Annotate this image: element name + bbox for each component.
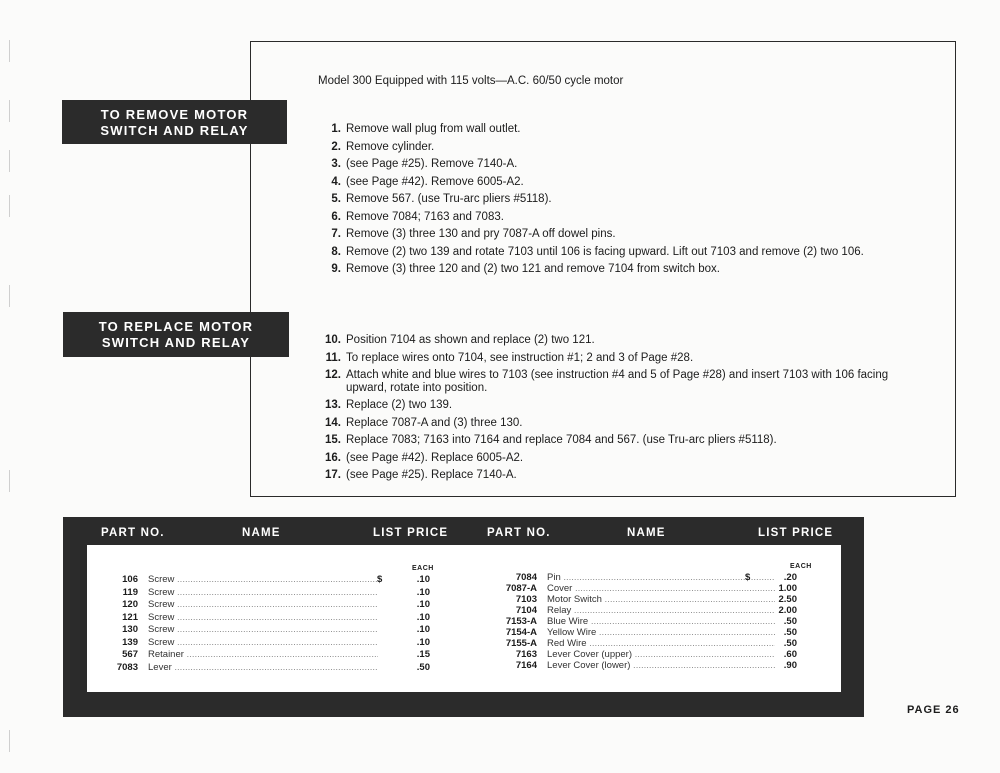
page-number: PAGE 26 — [907, 704, 960, 716]
step-number: 8. — [331, 245, 341, 258]
currency-symbol: $ — [377, 574, 383, 585]
part-number: 120 — [122, 599, 138, 610]
part-price: .60 — [783, 649, 797, 660]
step-text: Remove 7084; 7163 and 7083. — [346, 210, 504, 223]
step-number: 1. — [331, 123, 341, 135]
binder-mark — [9, 40, 10, 62]
step-number: 13. — [325, 399, 341, 411]
part-price: .50 — [416, 661, 430, 673]
part-number: 7104 — [515, 605, 537, 616]
step-item — [318, 415, 926, 433]
step-number: 7. — [331, 228, 341, 240]
part-name: Relay ..... — [547, 605, 775, 618]
step-item — [318, 350, 926, 368]
step-item — [318, 121, 926, 139]
step-text: (see Page #42). Replace 6005-A2. — [346, 451, 524, 464]
step-item — [318, 332, 926, 350]
part-number: 7087-A — [505, 583, 537, 594]
part-price: 2.50 — [778, 594, 797, 605]
step-item — [318, 174, 926, 192]
part-number: 7103 — [515, 594, 537, 605]
part-name: Motor Switch ..... — [547, 594, 775, 607]
each-label: EACH — [790, 563, 812, 570]
part-price: .50 — [783, 638, 797, 649]
step-text: Replace 7087-A and (3) three 130. — [346, 416, 523, 429]
remove-banner-line-1: TO REMOVE MOTOR — [100, 107, 249, 122]
part-name: Screw ..... — [148, 574, 378, 587]
part-price: .15 — [416, 649, 430, 660]
step-item — [318, 367, 926, 397]
part-name: Lever ..... — [148, 662, 378, 675]
step-text: Remove wall plug from wall outlet. — [346, 123, 521, 135]
part-price: 1.00 — [778, 583, 797, 594]
step-text: Remove 567. (use Tru-arc pliers #5118). — [346, 193, 552, 205]
step-number: 9. — [331, 263, 341, 275]
part-price: 2.00 — [778, 605, 797, 616]
step-text: Remove (2) two 139 and rotate 7103 until 106 is facing upward. Lift out 7103 and remove (2) two 106. — [346, 245, 864, 258]
remove-section-banner — [62, 100, 287, 144]
binder-mark — [9, 730, 10, 752]
step-text: Position 7104 as shown and replace (2) two 121. — [346, 334, 595, 346]
step-item — [318, 432, 926, 450]
part-name: Screw ..... — [148, 612, 378, 625]
part-number: 7164 — [515, 660, 537, 671]
step-text: (see Page #25). Replace 7140-A. — [346, 469, 517, 481]
part-price: .50 — [783, 616, 797, 627]
part-name: Screw ..... — [148, 637, 378, 650]
step-text: To replace wires onto 7104, see instruction #1; 2 and 3 of Page #28. — [346, 351, 694, 364]
part-price: .10 — [416, 599, 430, 610]
step-text: Attach white and blue wires to 7103 (see instruction #4 and 5 of Page #28) and insert 7103 with 106 facing upward, rotate into position. — [346, 369, 889, 394]
step-item — [318, 139, 926, 157]
step-number: 10. — [325, 334, 341, 346]
step-item — [318, 226, 926, 244]
model-description: Model 300 Equipped with 115 volts—A.C. 60/50 cycle motor — [318, 75, 624, 87]
binder-mark — [9, 100, 10, 122]
step-text: Replace (2) two 139. — [346, 399, 453, 411]
header-list-price: LIST PRICE — [373, 527, 449, 539]
remove-steps-list — [318, 121, 926, 279]
part-number: 7154-A — [505, 627, 537, 638]
part-name: Blue Wire ..... — [547, 616, 775, 629]
part-name: Lever Cover (lower) ..... — [547, 660, 775, 673]
step-item — [318, 156, 926, 174]
part-price: .90 — [783, 660, 797, 671]
each-label: EACH — [412, 565, 434, 572]
step-item — [318, 191, 926, 209]
part-number: 7153-A — [505, 616, 537, 627]
binder-mark — [9, 470, 10, 492]
replace-steps-list — [318, 332, 926, 485]
step-text: Remove (3) three 120 and (2) two 121 and remove 7104 from switch box. — [346, 263, 720, 275]
part-name: Screw ..... — [148, 624, 378, 637]
binder-mark — [9, 285, 10, 307]
step-number: 17. — [325, 469, 341, 481]
header-list-price: LIST PRICE — [758, 527, 834, 539]
part-name: Pin ..... — [547, 572, 775, 585]
binder-mark — [9, 195, 10, 217]
step-number: 11. — [325, 351, 341, 364]
header-part-no: PART NO. — [101, 527, 165, 539]
part-number: 130 — [122, 624, 138, 635]
replace-banner-line-1: TO REPLACE MOTOR — [98, 319, 254, 334]
step-text: Remove (3) three 130 and pry 7087-A off dowel pins. — [346, 228, 616, 240]
step-number: 5. — [331, 193, 341, 205]
part-number: 7163 — [515, 649, 537, 660]
step-number: 2. — [331, 140, 341, 153]
part-price: .10 — [416, 624, 430, 635]
header-name: NAME — [242, 527, 281, 539]
part-price: .50 — [783, 627, 797, 638]
part-number: 7084 — [515, 572, 537, 583]
step-number: 12. — [325, 369, 341, 381]
part-name: Screw ..... — [148, 599, 378, 612]
step-text: (see Page #25). Remove 7140-A. — [346, 158, 518, 170]
remove-banner-line-2: SWITCH AND RELAY — [100, 123, 249, 138]
part-number: 7083 — [116, 661, 138, 673]
step-item — [318, 467, 926, 485]
replace-banner-line-2: SWITCH AND RELAY — [101, 335, 251, 350]
part-price: .10 — [416, 636, 430, 648]
part-price: .10 — [416, 574, 430, 585]
currency-symbol: $ — [745, 572, 751, 583]
part-name: Screw ..... — [148, 587, 378, 600]
step-item — [318, 397, 926, 415]
part-name: Red Wire ..... — [547, 638, 775, 651]
part-number: 7155-A — [505, 638, 537, 649]
part-price: .10 — [416, 611, 430, 623]
part-name: Lever Cover (upper) ..... — [547, 649, 775, 662]
step-number: 16. — [325, 451, 341, 464]
replace-section-banner — [63, 312, 289, 357]
step-text: Replace 7083; 7163 into 7164 and replace 7084 and 567. (use Tru-arc pliers #5118). — [346, 434, 777, 446]
part-number: 121 — [122, 611, 138, 623]
step-number: 4. — [331, 175, 341, 188]
part-number: 119 — [122, 586, 138, 598]
step-number: 6. — [331, 210, 341, 223]
part-number: 106 — [122, 574, 138, 585]
step-item — [318, 244, 926, 262]
step-text: (see Page #42). Remove 6005-A2. — [346, 175, 524, 188]
part-price: .20 — [783, 572, 797, 583]
part-name: Cover ..... — [547, 583, 775, 596]
binder-mark — [9, 150, 10, 172]
step-text: Remove cylinder. — [346, 140, 435, 153]
part-name: Retainer ..... — [148, 649, 378, 662]
step-item — [318, 450, 926, 468]
step-item — [318, 209, 926, 227]
header-name: NAME — [627, 527, 666, 539]
step-number: 3. — [331, 158, 341, 170]
step-number: 15. — [325, 434, 341, 446]
step-item — [318, 261, 926, 279]
header-part-no: PART NO. — [487, 527, 551, 539]
step-number: 14. — [325, 416, 341, 429]
part-number: 567 — [122, 649, 138, 660]
part-name: Yellow Wire ..... — [547, 627, 775, 640]
part-price: .10 — [416, 586, 430, 598]
part-number: 139 — [122, 636, 138, 648]
